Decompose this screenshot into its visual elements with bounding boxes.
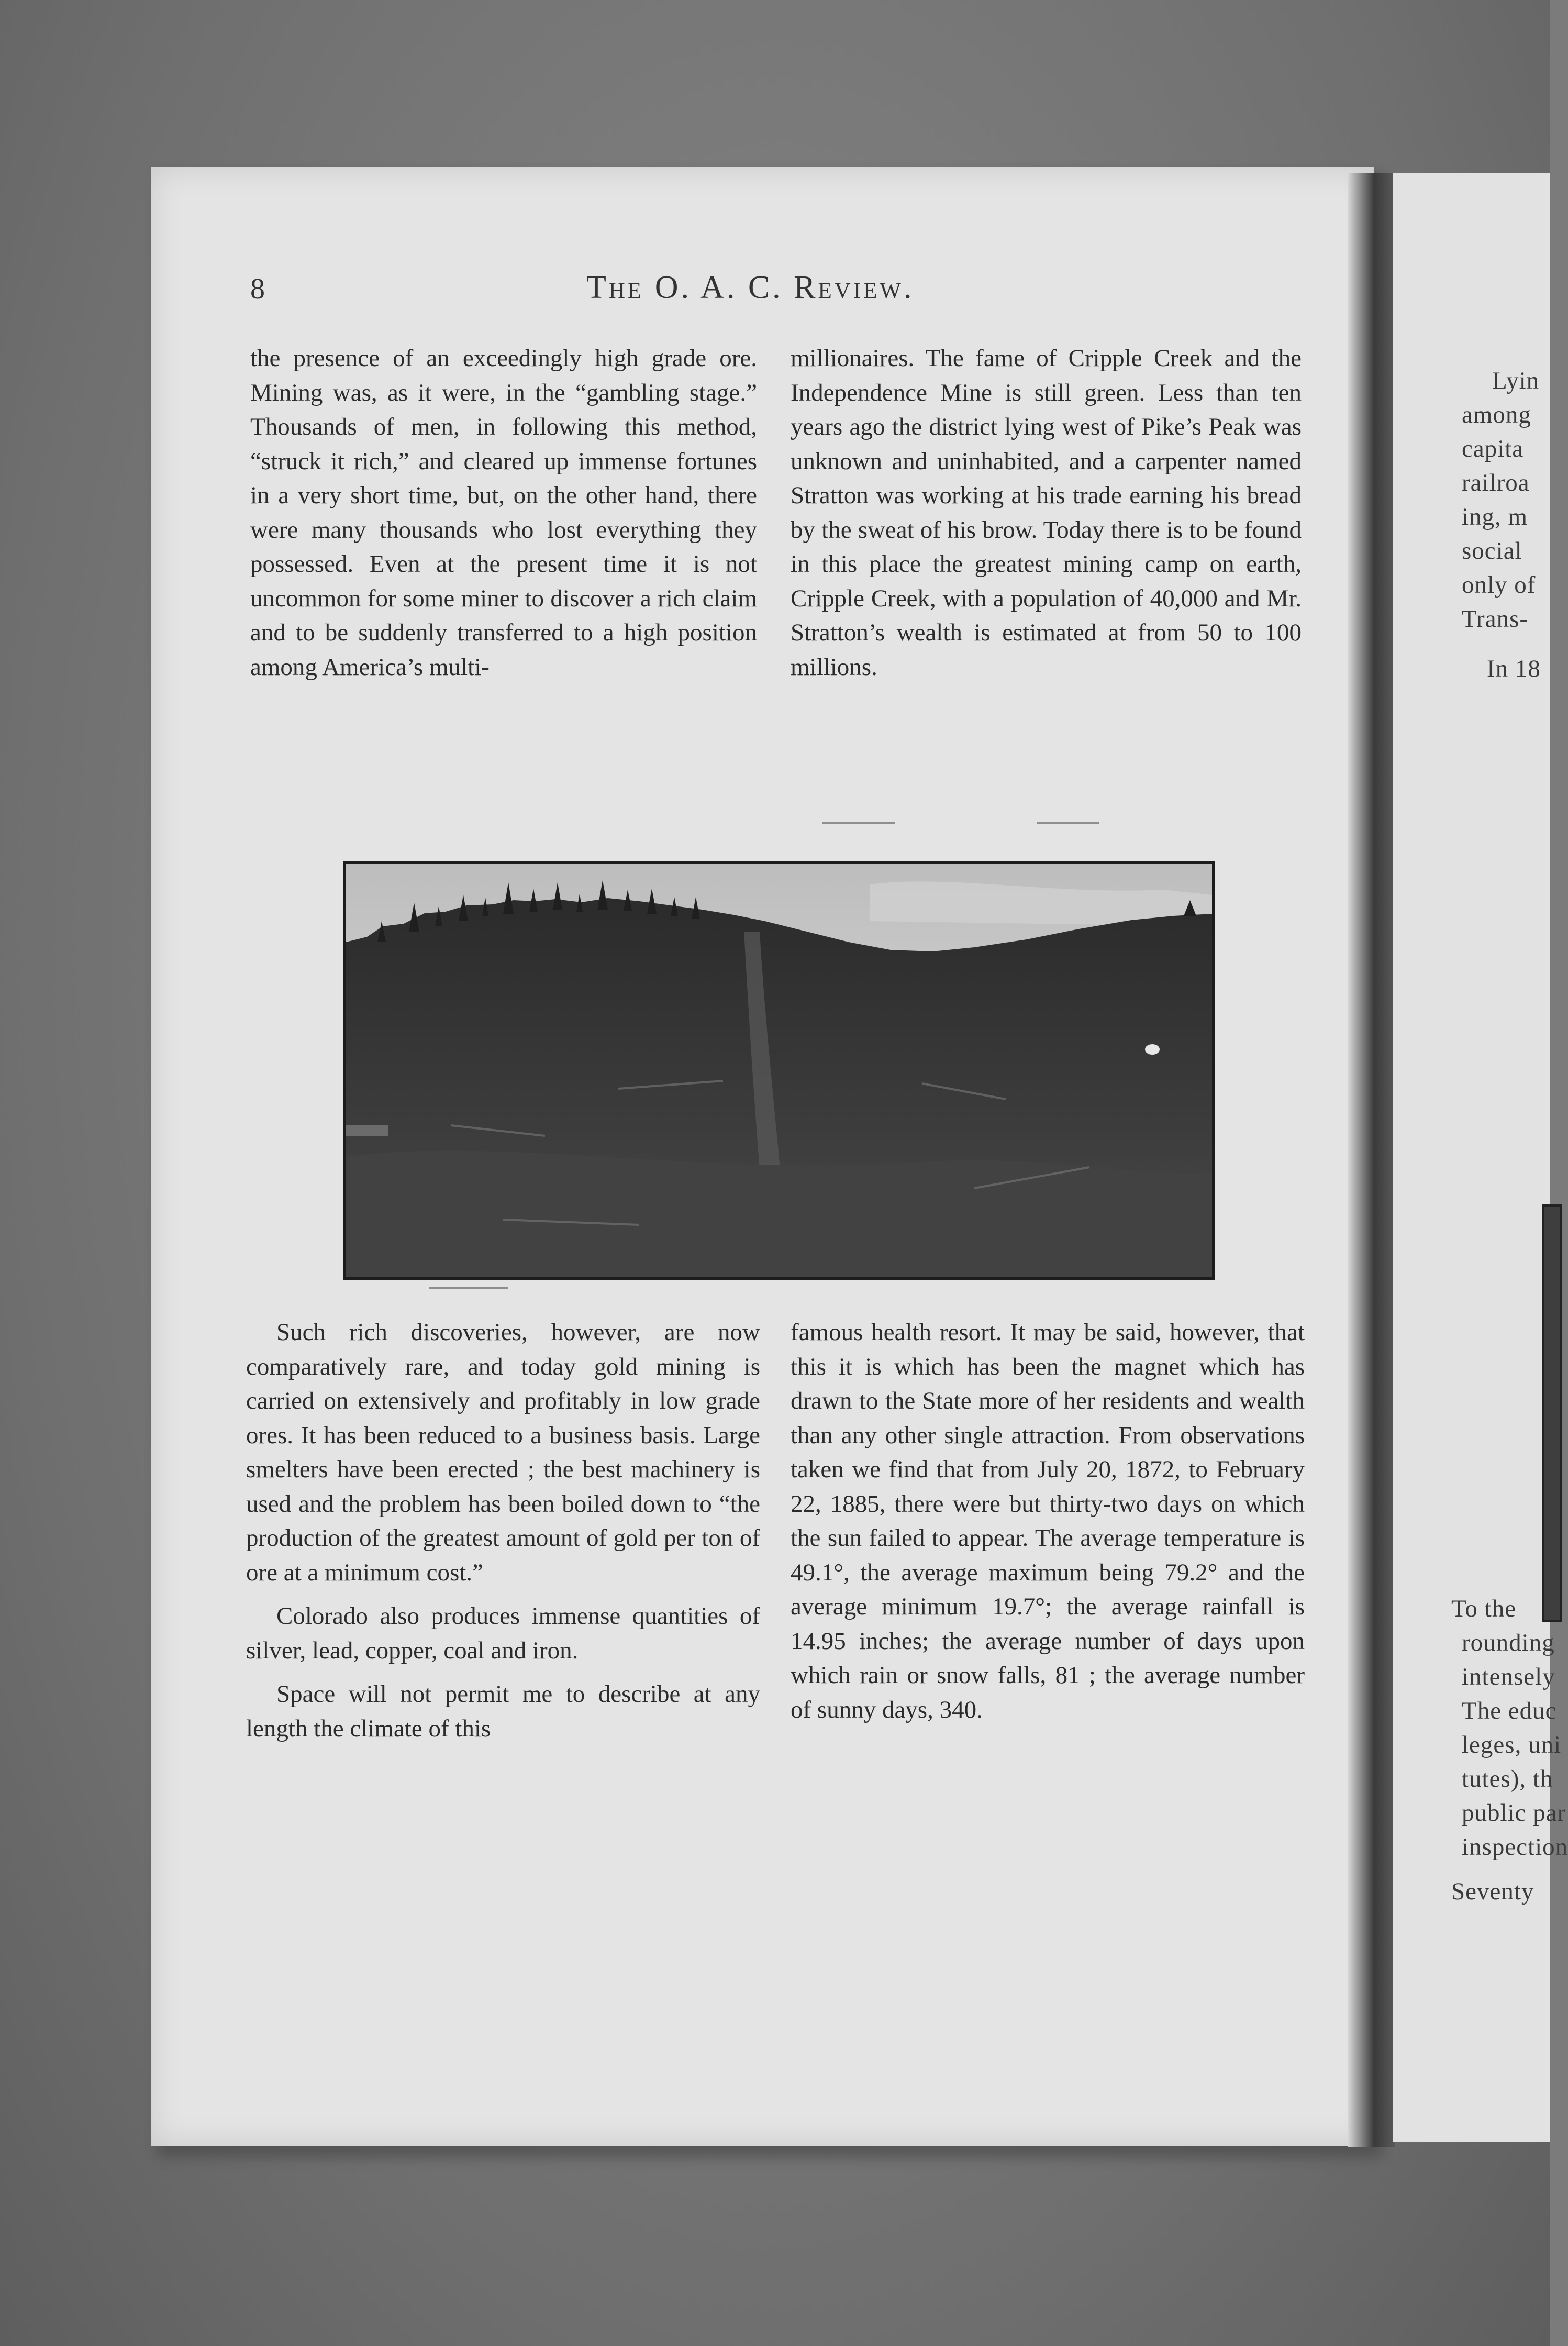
paragraph: famous health resort. It may be said, however, that this it is which has been the magnet which has drawn to the State more of her residents and wealth than any other single attraction. From observations taken we find that from July 20, 1872, to February 22, 1885, there were but thirty-two days on which the sun failed to appear. The average temperature is 49.1°, the average maximum being 79.2° and the average minimum 19.7°; the average rainfall is 14.95 inches; the average number of days upon which rain or snow falls, 81 ; the average number of sunny days, 340.: [791, 1319, 1305, 1723]
facing-page-line: ing, m: [1462, 503, 1528, 530]
facing-page-line: To the: [1451, 1595, 1517, 1622]
facing-page-line: Lyin: [1492, 367, 1540, 394]
page-number: 8: [250, 273, 265, 305]
book-gutter: [1348, 173, 1395, 2147]
photo-hillside-with-trees: [346, 864, 1212, 1277]
column-top-right: [791, 341, 1302, 684]
facing-page-line: capita: [1462, 435, 1524, 462]
facing-page-line: Trans-: [1462, 605, 1529, 633]
paragraph: the presence of an exceedingly high grade ore. Mining was, as it were, in the “gambling stage.” Thousands of men, in following this method, “struck it rich,” and cleared up immense fortunes in a very short time, but, on the other hand, there were many thousands who lost everything they possessed. Even at the present time it is not uncommon for some miner to discover a rich claim and to be suddenly transferred to a high position among America’s multi-: [250, 345, 757, 681]
facing-page-line: public par: [1462, 1799, 1566, 1827]
scan-mark: [1037, 822, 1099, 824]
facing-page-line: rounding: [1462, 1629, 1555, 1656]
facing-page-line: tutes), th: [1462, 1765, 1553, 1792]
scan-mark: [429, 1287, 508, 1289]
facing-page-line: Seventy: [1451, 1878, 1534, 1905]
facing-page-line: In 18: [1487, 655, 1541, 682]
column-top-left: [250, 341, 757, 684]
running-header: The O. A. C. Review.: [586, 270, 915, 305]
facing-page-line: railroa: [1462, 469, 1530, 496]
facing-page-line: The educ: [1462, 1697, 1557, 1724]
column-bottom-left: [246, 1315, 760, 1746]
facing-page: [1393, 173, 1568, 2142]
scan-mark: [822, 822, 895, 824]
facing-page-line: intensely: [1462, 1663, 1555, 1690]
paragraph: millionaires. The fame of Cripple Creek and the Independence Mine is still green. Less than ten years ago the district lying west of Pike’s Peak was unknown and uninhabited, and a carpenter named Stratton was working at his trade earning his bread by the sweat of his brow. Today there is to be found in this place the greatest mining camp on earth, Cripple Creek, with a population of 40,000 and Mr. Stratton’s wealth is estimated at from 50 to 100 millions.: [791, 345, 1302, 681]
paragraph: Such rich discoveries, however, are now comparatively rare, and today gold mining is carried on extensively and profitably in low grade ores. It has been reduced to a business basis. Large smelters have been erected ; the best machinery is used and the problem has been boiled down to “the production of the greatest amount of gold per ton of ore at a minimum cost.”: [246, 1319, 760, 1586]
column-bottom-right: [791, 1315, 1305, 1727]
facing-page-line: among: [1462, 401, 1531, 428]
facing-page-line: only of: [1462, 571, 1536, 599]
facing-page-line: social: [1462, 537, 1522, 565]
facing-page-figure-edge: [1542, 1204, 1562, 1622]
paragraph: Space will not permit me to describe at any length the climate of this: [246, 1680, 760, 1742]
facing-page-line: inspection: [1462, 1833, 1568, 1861]
landscape-photograph: [343, 861, 1215, 1280]
paragraph: Colorado also produces immense quantities of silver, lead, copper, coal and iron.: [246, 1602, 760, 1664]
facing-page-line: leges, uni: [1462, 1731, 1562, 1758]
